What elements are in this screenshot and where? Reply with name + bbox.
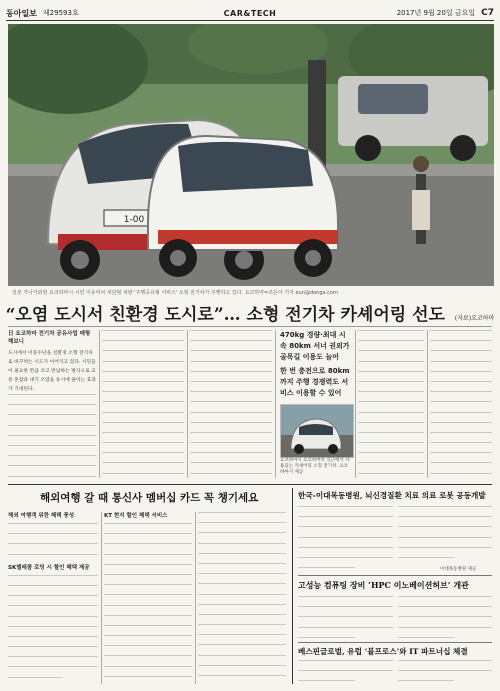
main-article-col-3 [190,330,272,480]
column-rule [187,330,188,478]
right-article2-col-1 [298,596,393,642]
license-plate: 1-00 [123,215,145,225]
side-photo-caption: 요코하마시 요코하마역 인근에서 사용되는 카셰어링 소형 전기차. 요코하마시 제공 [280,458,350,475]
left-article-col-3 [198,512,286,684]
photo-caption: 일본 가나가와현 요코하마시 시민 이유미씨 차단형 차량 '주행공유형 서비스' 소형 전기차가 주행하고 있다. 요코하마=조은아 기자 eun@donga.com [12,290,338,296]
issue-number: 제29593호 [42,9,79,17]
section-vertical-divider [292,488,293,684]
article-divider [298,575,492,576]
main-headline-text: “오염 도시서 친환경 도시로”… 소형 전기차 카셰어링 선도 [5,305,445,325]
column-rule [355,330,356,478]
left-article-col-2 [104,512,192,684]
main-subhead-1: 470kg 경량·최대 시속 80km 서너 권외가 골목길 이용도 늘어 [280,331,350,361]
side-photo [280,404,354,458]
column-rule [99,330,100,478]
main-subhead-2: 한 번 충전으로 80km까지 주행 경쟁력도 서비스 이용할 수 있어 [280,367,350,397]
right-article3-col-1 [298,660,393,688]
right-article1-headline: 한국-이대목동병원, 뇌신경질환 치료 의료 로봇 공동개발 [298,491,486,500]
main-photo [8,24,494,286]
column-rule [427,330,428,478]
page-number: C7 [481,8,494,18]
paper-logo: 동아일보 [6,8,37,18]
main-article-body: 도시에서 이동수단을 친환경 소형 전기차로 바꾸려는 시도가 이어지고 있다. 시민들이 필요한 만큼 쓰고 반납하는 방식으로 교통 혼잡과 대기 오염을 동시에 줄이는 효과가 기대된다. [8,351,96,392]
left-article-kicker: 해외 여행객 위한 혜택 풍성 [8,513,75,519]
main-article-col-1 [8,330,96,480]
left-article-line1: SK텔레콤 로밍 시 할인 혜택 제공 [8,564,90,571]
right-article1-byline: 이대목동병원 제공 [440,567,477,572]
masthead [6,6,494,21]
article-divider [298,642,492,643]
headline-rule [8,326,492,327]
right-article1-col-1 [298,506,393,572]
main-headline [0,300,500,325]
headline-tag: (자료)요코하마 [454,315,495,322]
left-article-headline: 해외여행 갈 때 통신사 멤버십 카드 꼭 챙기세요 [40,492,259,504]
main-article-col-6 [430,330,492,480]
column-rule [101,512,102,684]
right-article2-headline: 고성능 컴퓨팅 장비 ‘HPC 이노베이션허브’ 개관 [298,580,469,590]
issue-date: 2017년 9월 20일 금요일 [396,9,476,17]
right-article2-col-2 [398,596,492,642]
right-article3-col-2 [398,660,492,688]
section-title: CAR&TECH [223,8,277,18]
section-divider [8,484,492,485]
left-article-line2: KT 현지 할인 혜택 서비스 [104,513,168,519]
main-kicker: 日 요코하마 전기차 공유사업 매형 해보니 [8,331,91,345]
main-article-col-5 [358,330,424,480]
column-rule [195,512,196,684]
main-article-col-2 [102,330,184,480]
column-rule [275,330,276,478]
right-article1-col-2 [398,506,492,572]
right-article3-headline: 베스핀글로벌, 유럽 ‘블프로스’와 IT 파트너십 체결 [298,647,468,656]
left-article-col-1 [8,512,98,684]
